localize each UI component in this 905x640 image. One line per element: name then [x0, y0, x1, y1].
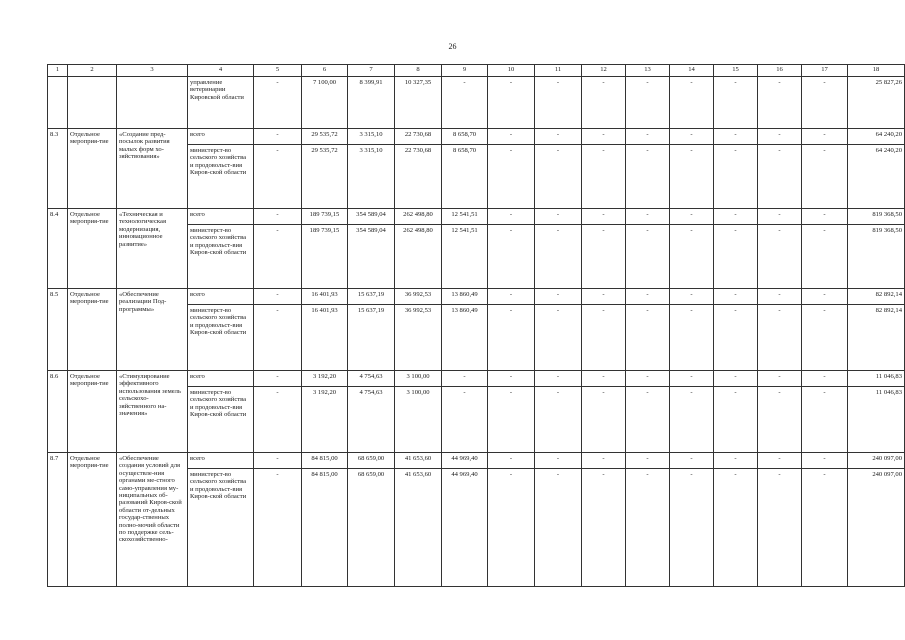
cell-value: -: [442, 371, 488, 387]
cell-value: 4 754,63: [348, 371, 395, 387]
cell-value: -: [254, 387, 302, 453]
header-cell: 12: [582, 65, 626, 77]
section-number: 8.7: [48, 453, 68, 587]
cell-value: 68 659,00: [348, 453, 395, 469]
cell-value: -: [802, 225, 848, 289]
cell-value: 262 498,80: [395, 209, 442, 225]
section-name: «Техническая и технологическая модернизация, инновационное развитие»: [117, 209, 188, 289]
cell-value: -: [670, 469, 714, 587]
cell-value: -: [758, 209, 802, 225]
section-number: 8.5: [48, 289, 68, 371]
cell-value: -: [714, 289, 758, 305]
header-cell: 9: [442, 65, 488, 77]
table-row: [48, 371, 905, 387]
cell-value: 22 730,68: [395, 145, 442, 209]
table-row: [48, 129, 905, 145]
header-cell: 2: [68, 65, 117, 77]
cell-value: 12 541,51: [442, 209, 488, 225]
cell-value: -: [488, 209, 535, 225]
cell-total: 82 892,14: [848, 289, 905, 305]
section-type: Отдельное мероприя-тие: [68, 209, 117, 289]
cell-value: -: [535, 289, 582, 305]
cell-value: 13 860,49: [442, 289, 488, 305]
cell-value: 354 589,04: [348, 209, 395, 225]
cell-value: -: [714, 387, 758, 453]
cell-value: -: [535, 129, 582, 145]
section-number: 8.4: [48, 209, 68, 289]
financing-table: [47, 64, 905, 587]
cell-empty: [117, 77, 188, 129]
section-type: Отдельное мероприя-тие: [68, 371, 117, 453]
header-cell: 4: [188, 65, 254, 77]
header-cell: 8: [395, 65, 442, 77]
cell-value: -: [488, 371, 535, 387]
cell-value: -: [254, 371, 302, 387]
cell-value: -: [582, 469, 626, 587]
cell-value: -: [626, 387, 670, 453]
cell-value: -: [442, 77, 488, 129]
cell-value: 36 992,53: [395, 305, 442, 371]
cell-value: -: [488, 77, 535, 129]
cell-value: -: [802, 387, 848, 453]
cell-value: 8 658,70: [442, 129, 488, 145]
cell-value: 44 969,40: [442, 453, 488, 469]
cell-value: 84 815,00: [302, 453, 348, 469]
cell-value: -: [758, 145, 802, 209]
cell-value: -: [488, 305, 535, 371]
section-name: «Стимулирование эффективного использования земель сельскохо-зяйственного на-значения»: [117, 371, 188, 453]
header-cell: 17: [802, 65, 848, 77]
cell-value: 15 637,19: [348, 289, 395, 305]
cell-value: -: [535, 387, 582, 453]
cell-value: -: [758, 387, 802, 453]
cell-value: 84 815,00: [302, 469, 348, 587]
cell-value: 12 541,51: [442, 225, 488, 289]
cell-value: 3 192,20: [302, 387, 348, 453]
section-number: 8.3: [48, 129, 68, 209]
cell-value: 41 653,60: [395, 469, 442, 587]
cell-value: 3 100,00: [395, 371, 442, 387]
cell-total: 240 097,00: [848, 453, 905, 469]
header-cell: 14: [670, 65, 714, 77]
funding-source: министерст-во сельского хозяйства и продовольст-вия Киров-ской области: [188, 387, 254, 453]
cell-value: -: [802, 305, 848, 371]
cell-value: -: [488, 387, 535, 453]
cell-value: 22 730,68: [395, 129, 442, 145]
cell-total: 11 046,83: [848, 371, 905, 387]
cell-value: 3 315,10: [348, 129, 395, 145]
cell-value: -: [626, 469, 670, 587]
cell-value: -: [626, 225, 670, 289]
cell-value: -: [535, 77, 582, 129]
cell-value: -: [582, 387, 626, 453]
section-name: «Обеспечение реализации Под-программы»: [117, 289, 188, 371]
cell-value: -: [488, 453, 535, 469]
header-cell: 13: [626, 65, 670, 77]
cell-value: 3 315,10: [348, 145, 395, 209]
cell-total: 11 046,83: [848, 387, 905, 453]
cell-value: 8 399,91: [348, 77, 395, 129]
cell-value: 68 659,00: [348, 469, 395, 587]
cell-value: -: [535, 225, 582, 289]
cell-empty: [48, 77, 68, 129]
cell-value: -: [582, 145, 626, 209]
cell-value: -: [670, 387, 714, 453]
cell-value: -: [582, 453, 626, 469]
cell-value: -: [582, 305, 626, 371]
cell-total: 64 240,20: [848, 145, 905, 209]
cell-value: -: [758, 77, 802, 129]
funding-source: всего: [188, 129, 254, 145]
cell-value: -: [488, 289, 535, 305]
cell-value: -: [802, 209, 848, 225]
cell-value: -: [758, 469, 802, 587]
funding-source: всего: [188, 453, 254, 469]
funding-source: министерст-во сельского хозяйства и продовольст-вия Киров-ской области: [188, 469, 254, 587]
cell-value: -: [670, 289, 714, 305]
cell-value: -: [802, 129, 848, 145]
cell-value: 16 401,93: [302, 305, 348, 371]
cell-value: -: [254, 305, 302, 371]
cell-value: -: [670, 77, 714, 129]
cell-value: -: [670, 209, 714, 225]
cell-value: 41 653,60: [395, 453, 442, 469]
cell-total: 25 827,26: [848, 77, 905, 129]
cell-value: -: [626, 129, 670, 145]
cell-value: -: [488, 145, 535, 209]
cell-value: -: [582, 371, 626, 387]
cell-value: -: [714, 305, 758, 371]
continuation-row: [48, 77, 905, 129]
cell-value: -: [626, 453, 670, 469]
funding-source: министерст-во сельского хозяйства и продовольст-вия Киров-ской области: [188, 225, 254, 289]
header-cell: 16: [758, 65, 802, 77]
section-name: «Обеспечение создания условий для осуществле-ния органами ме-стного само-управления му-ниципальных об-разований Киров-ской области от-дельных государ-ственных полно-мочий области по поддержке сель-скохозяйственно-: [117, 453, 188, 587]
cell-value: -: [582, 209, 626, 225]
header-cell: 15: [714, 65, 758, 77]
cell-total: 64 240,20: [848, 129, 905, 145]
section-type: Отдельное мероприя-тие: [68, 129, 117, 209]
cell-value: -: [670, 453, 714, 469]
cell-value: -: [626, 289, 670, 305]
header-cell: 3: [117, 65, 188, 77]
cell-value: -: [802, 371, 848, 387]
cell-value: -: [535, 371, 582, 387]
cell-value: -: [488, 225, 535, 289]
cell-value: -: [535, 453, 582, 469]
cell-value: -: [758, 225, 802, 289]
cell-value: -: [802, 289, 848, 305]
section-type: Отдельное мероприя-тие: [68, 289, 117, 371]
cell-value: -: [626, 209, 670, 225]
cell-value: -: [254, 77, 302, 129]
cell-value: -: [714, 77, 758, 129]
cell-value: -: [488, 129, 535, 145]
cell-value: -: [758, 289, 802, 305]
cell-value: 354 589,04: [348, 225, 395, 289]
cell-value: -: [626, 305, 670, 371]
cell-value: -: [758, 453, 802, 469]
cell-value: -: [758, 305, 802, 371]
cell-value: -: [802, 469, 848, 587]
cell-value: -: [626, 145, 670, 209]
cell-value: -: [802, 145, 848, 209]
funding-source: всего: [188, 209, 254, 225]
funding-source: всего: [188, 371, 254, 387]
cell-value: -: [535, 145, 582, 209]
cell-value: -: [535, 305, 582, 371]
cell-value: -: [670, 129, 714, 145]
cell-value: -: [535, 209, 582, 225]
cell-value: -: [714, 469, 758, 587]
cell-value: -: [626, 371, 670, 387]
cell-value: -: [535, 469, 582, 587]
page-number: 26: [448, 42, 457, 51]
cell-value: 4 754,63: [348, 387, 395, 453]
cell-value: -: [670, 145, 714, 209]
cell-value: 262 498,80: [395, 225, 442, 289]
cell-value: -: [714, 453, 758, 469]
funding-source: всего: [188, 289, 254, 305]
cell-value: -: [254, 289, 302, 305]
cell-value: -: [254, 209, 302, 225]
cell-total: 819 368,50: [848, 225, 905, 289]
cell-value: 29 535,72: [302, 145, 348, 209]
cell-total: 82 892,14: [848, 305, 905, 371]
cell-value: 189 739,15: [302, 209, 348, 225]
cell-empty: [68, 77, 117, 129]
cell-value: -: [714, 371, 758, 387]
cell-value: -: [254, 469, 302, 587]
cell-value: -: [714, 209, 758, 225]
cell-value: -: [254, 129, 302, 145]
cell-value: -: [442, 387, 488, 453]
cell-value: 3 192,20: [302, 371, 348, 387]
cell-value: -: [582, 129, 626, 145]
cell-total: 819 368,50: [848, 209, 905, 225]
cell-value: 44 969,40: [442, 469, 488, 587]
header-cell: 7: [348, 65, 395, 77]
cell-value: -: [714, 129, 758, 145]
cell-value: -: [254, 145, 302, 209]
header-cell: 1: [48, 65, 68, 77]
header-row: [48, 65, 905, 77]
cell-value: 189 739,15: [302, 225, 348, 289]
table-row: [48, 453, 905, 469]
funding-source: управление ветеринарии Кировской области: [188, 77, 254, 129]
cell-value: 29 535,72: [302, 129, 348, 145]
cell-value: -: [582, 225, 626, 289]
cell-value: 3 100,00: [395, 387, 442, 453]
cell-value: 15 637,19: [348, 305, 395, 371]
cell-value: -: [714, 145, 758, 209]
cell-value: -: [670, 371, 714, 387]
cell-value: -: [670, 305, 714, 371]
header-cell: 11: [535, 65, 582, 77]
header-cell: 10: [488, 65, 535, 77]
header-cell: 18: [848, 65, 905, 77]
cell-value: -: [254, 453, 302, 469]
section-type: Отдельное мероприя-тие: [68, 453, 117, 587]
cell-value: 36 992,53: [395, 289, 442, 305]
cell-value: 8 658,70: [442, 145, 488, 209]
cell-value: -: [582, 77, 626, 129]
cell-value: -: [802, 77, 848, 129]
cell-value: 13 860,49: [442, 305, 488, 371]
cell-value: -: [626, 77, 670, 129]
cell-value: -: [670, 225, 714, 289]
cell-value: -: [758, 129, 802, 145]
table-row: [48, 289, 905, 305]
cell-value: -: [802, 453, 848, 469]
cell-value: 16 401,93: [302, 289, 348, 305]
section-number: 8.6: [48, 371, 68, 453]
cell-value: -: [714, 225, 758, 289]
cell-value: 7 100,00: [302, 77, 348, 129]
header-cell: 5: [254, 65, 302, 77]
section-name: «Создание пред-посылок развития малых форм хо-зяйствования»: [117, 129, 188, 209]
header-cell: 6: [302, 65, 348, 77]
cell-value: -: [758, 371, 802, 387]
table-row: [48, 209, 905, 225]
funding-source: министерст-во сельского хозяйства и продовольст-вия Киров-ской области: [188, 145, 254, 209]
cell-value: -: [254, 225, 302, 289]
cell-value: -: [488, 469, 535, 587]
cell-value: -: [582, 289, 626, 305]
funding-source: министерст-во сельского хозяйства и продовольст-вия Киров-ской области: [188, 305, 254, 371]
cell-total: 240 097,00: [848, 469, 905, 587]
cell-value: 10 327,35: [395, 77, 442, 129]
